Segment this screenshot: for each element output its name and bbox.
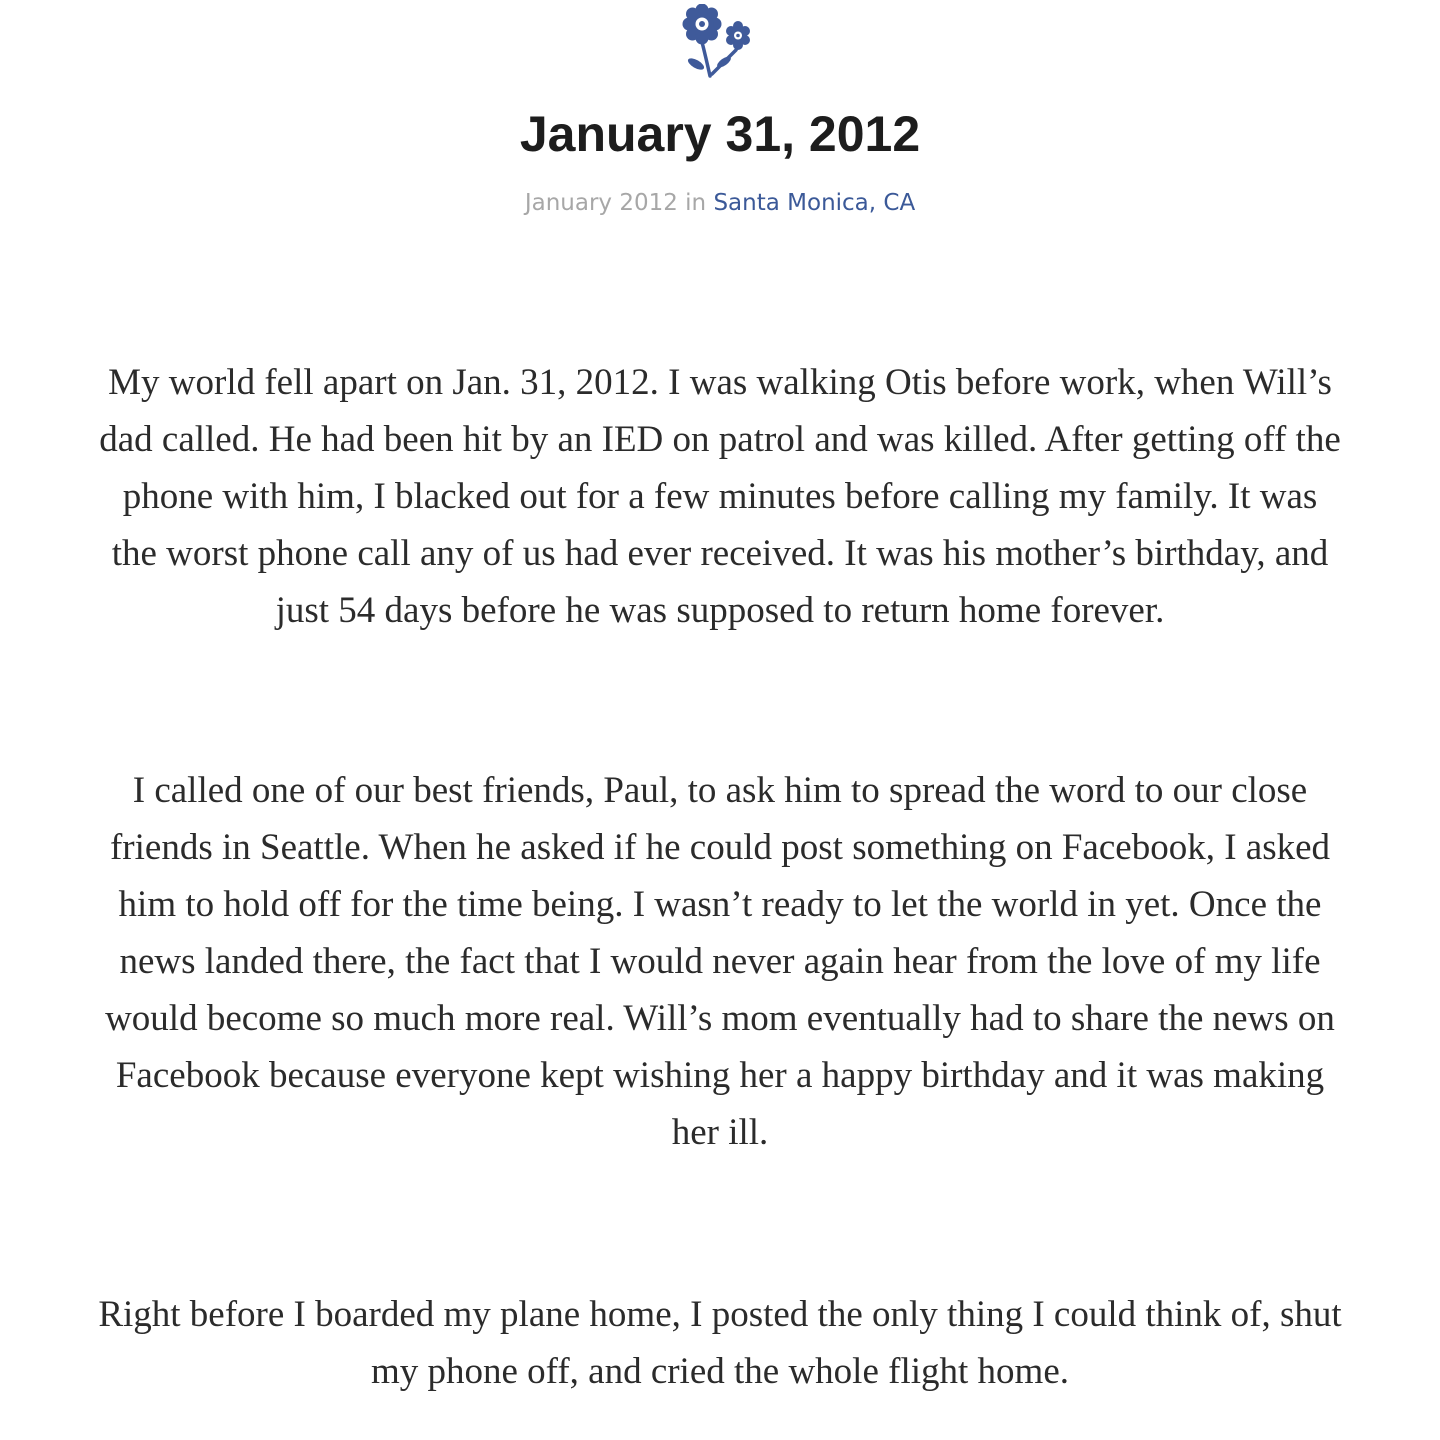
flower-icon (672, 4, 758, 80)
event-date-link[interactable]: January 2012 (524, 190, 678, 216)
event-location-link[interactable]: Santa Monica, CA (713, 190, 916, 216)
story-paragraph: My world fell apart on Jan. 31, 2012. I was walking Otis before work, when Will’s dad called. He had been hit by an IED on patrol and was killed. After getting off the phone with him, I blacked out for a few minutes before calling my family. It was the worst phone call any of us had ever received. It was his mother’s birthday, and just 54 days before he was supposed to return home forever. (99, 362, 1341, 631)
event-title: January 31, 2012 (519, 106, 921, 162)
story-paragraph: Right before I boarded my plane home, I posted the only thing I could think of, shut my phone off, and cried the whole flight home. (98, 1294, 1342, 1392)
meta-in-label: in (685, 190, 707, 216)
story-paragraph: I called one of our best friends, Paul, to ask him to spread the word to our close friends in Seattle. When he asked if he could post something on Facebook, I asked him to hold off for the time being. I wasn’t ready to let the world in yet. Once the news landed there, the fact that I would never again hear from the love of my life would become so much more real. Will’s mom eventually had to share the news on Facebook because everyone kept wishing her a happy birthday and it was making her ill. (105, 770, 1335, 1153)
event-meta (0, 186, 1440, 220)
